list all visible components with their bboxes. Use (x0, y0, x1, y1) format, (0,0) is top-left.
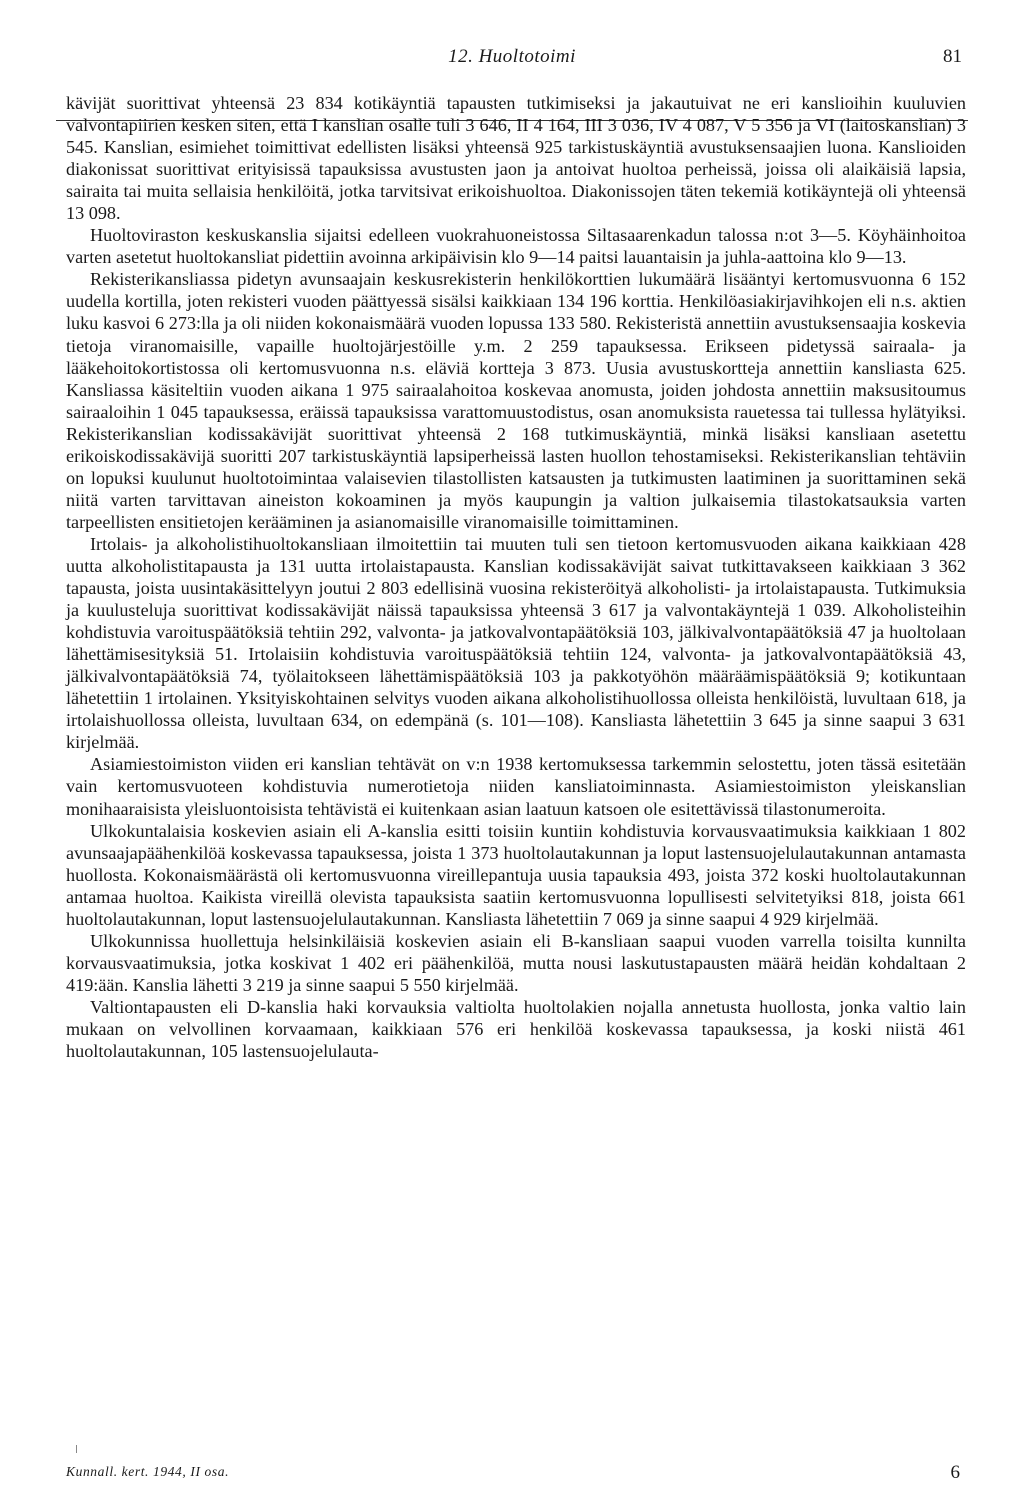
running-head (56, 46, 968, 76)
paragraph-3: Rekisterikansliassa pidetyn avunsaajain keskusrekisterin henkilökorttien lukumäärä lisääntyi kertomusvuonna 6 152 uudella kortilla, joten rekisteri vuoden päättyessä sisälsi kaikkiaan 134 196 korttia. Henkilöasiakirjavihkojen eli n.s. aktien luku kasvoi 6 273:lla ja oli niiden kokonaismäärä vuoden lopussa 133 580. Rekisteristä annettiin avustuksensaajia koskevia tietoja viranomaisille, vapaille huoltojärjestöille y.m. 2 259 tapauksessa. Erikseen pidetyssä sairaala- ja lääkehoitokortistossa oli kertomusvuonna n.s. eläviä kortteja 3 873. Uusia avustuskortteja annettiin kansliasta 625. Kansliassa käsiteltiin vuoden aikana 1 975 sairaalahoitoa koskevaa anomusta, joiden johdosta annettiin maksusitoumus sairaaloihin 1 045 tapauksessa, eräissä tapauksissa varattomuustodistus, osan anomuksista rauetessa tai tullessa hylätyiksi. Rekisterikanslian kodissakävijät suorittivat yhteensä 2 168 tutkimuskäyntiä, minkä lisäksi kansliaan asetettu erikoiskodissakävijä suoritti 207 tarkistuskäyntiä lapsiperheissä lasten huollon tehostamiseksi. Rekisterikanslian tehtäviin on lopuksi kuulunut huoltotoimintaa valaisevien tilastollisten katsausten ja tutkimusten laatiminen ja suorittaminen sekä niitä varten tarvittavan aineiston kokoaminen ja myös kaupungin ja valtion julkaisemia tilastokatsauksia varten tarpeellisten ensitietojen kerääminen ja asianomaisille viranomaisille toimittaminen. (66, 269, 966, 532)
paragraph-1: kävijät suorittivat yhteensä 23 834 kotikäyntiä tapausten tutkimiseksi ja jakautuivat ne eri kanslioihin kuuluvien valvontapiirien kesken siten, että I kanslian osalle tuli 3 646, II 4 164, III 3 036, IV 4 087, V 5 356 ja VI (laitoskanslian) 3 545. Kanslian, esimiehet toimittivat edellisten lisäksi yhteensä 925 tarkistuskäyntiä avustuksensaajien luona. Kanslioiden diakonissat suorittivat erityisissä tapauksissa avustusten jaon ja antoivat huoltoa perheissä, joissa oli alaikäisiä lapsia, sairaita tai muita sellaisia henkilöitä, jotka tarvitsivat erikoishuoltoa. Diakonissojen täten tekemiä kotikäyntejä oli yhteensä 13 098. (66, 93, 966, 224)
paragraph-4: Irtolais- ja alkoholistihuoltokansliaan ilmoitettiin tai muuten tuli sen tietoon kertomusvuoden aikana kaikkiaan 428 uutta alkoholistitapausta ja 131 uutta irtolaistapausta. Kanslian kodissakävijät saivat tutkittavakseen kaikkiaan 3 362 tapausta, joista uusintakäsittelyyn joutui 2 803 edellisinä vuosina rekisteröityä alkoholisti- ja irtolaistapausta. Tutkimuksia ja kuulusteluja suorittivat kodissakävijät näissä tapauksissa yhteensä 3 617 ja valvontakäyntejä 1 039. Alkoholisteihin kohdistuvia varoituspäätöksiä tehtiin 292, valvonta- ja jatkovalvontapäätöksiä 103, jälkivalvontapäätöksiä 47 ja huoltolaan lähettämisesityksiä 51. Irtolaisiin kohdistuvia varoituspäätöksiä tehtiin 124, valvonta- ja jatkovalvontapäätöksiä 43, jälkivalvontapäätöksiä 74, työlaitokseen lähettämispäätöksiä 103 ja pakkotyöhön määräämispäätöksiä 9; kotikuntaan lähetettiin 1 irtolainen. Yksityiskohtainen selvitys vuoden aikana alkoholistihuollossa olleista henkilöistä, luvultaan 618, ja irtolaishuollossa olleista, luvultaan 634, on edempänä (s. 101—108). Kansliasta lähetettiin 3 645 ja sinne saapui 3 631 kirjelmää. (66, 533, 966, 753)
paragraph-8: Valtiontapausten eli D-kanslia haki korvauksia valtiolta huoltolakien nojalla annetusta huollosta, jonka valtio lain mukaan on velvollinen korvaamaan, kaikkiaan 576 eri henkilöä koskevassa tapauksessa, ja koski niistä 461 huoltolautakunnan, 105 lastensuojelulauta- (66, 996, 966, 1062)
body-text (66, 92, 966, 1062)
page-footer (66, 1464, 966, 1490)
margin-mark (76, 1445, 77, 1453)
paragraph-2: Huoltoviraston keskuskanslia sijaitsi edelleen vuokrahuoneistossa Siltasaarenkadun talossa n:ot 3—5. Köyhäinhoitoa varten asetetut huoltokansliat pidettiin avoinna arkipäivisin klo 9—14 paitsi lauantaisin ja juhla-aattoina klo 9—13. (66, 225, 966, 268)
paragraph-7: Ulkokunnissa huollettuja helsinkiläisiä koskevien asiain eli B-kansliaan saapui vuoden varrella toisilta kunnilta korvausvaatimuksia, jotka koskivat 1 402 eri päähenkilöä, mutta nousi laskutustapausten määrä heidän kohdaltaan 2 419:ään. Kanslia lähetti 3 219 ja sinne saapui 5 550 kirjelmää. (66, 930, 966, 995)
chapter-title: 12. Huoltotoimi (448, 46, 576, 67)
paragraph-5: Asiamiestoimiston viiden eri kanslian tehtävät on v:n 1938 kertomuksessa tarkemmin selostettu, joten tässä esitetään vain kertomusvuoteen kohdistuvia numerotietoja niiden kansliatoiminnasta. Asiamiestoimiston yleiskanslian monihaaraisista yleisluontoisista tehtävistä ei kuitenkaan asian laatuun katsoen ole esitettävissä tilastonumeroita. (66, 754, 966, 819)
page-number: 81 (943, 46, 962, 67)
document-page (56, 0, 968, 1500)
paragraph-6: Ulkokuntalaisia koskevien asiain eli A-kanslia esitti toisiin kuntiin kohdistuvia korvausvaatimuksia kaikkiaan 1 802 avunsaajapäähenkilöä koskevassa tapauksessa, joista 1 373 huoltolautakunnan ja loput lastensuojelulautakunnan antamasta huollosta. Kokonaismäärästä oli kertomusvuonna vireillepantuja uusia tapauksia 493, joista 372 koski huoltolautakunnan antamaa huoltoa. Kaikista vireillä olevista tapauksista saatiin kertomusvuonna lopullisesti selvitetyiksi 818, joista 661 huoltolautakunnan, loput lastensuojelulautakunnan. Kansliasta lähetettiin 7 069 ja sinne saapui 4 929 kirjelmää. (66, 820, 966, 929)
source-reference: Kunnall. kert. 1944, II osa. (66, 1464, 230, 1479)
signature-number: 6 (950, 1462, 960, 1483)
